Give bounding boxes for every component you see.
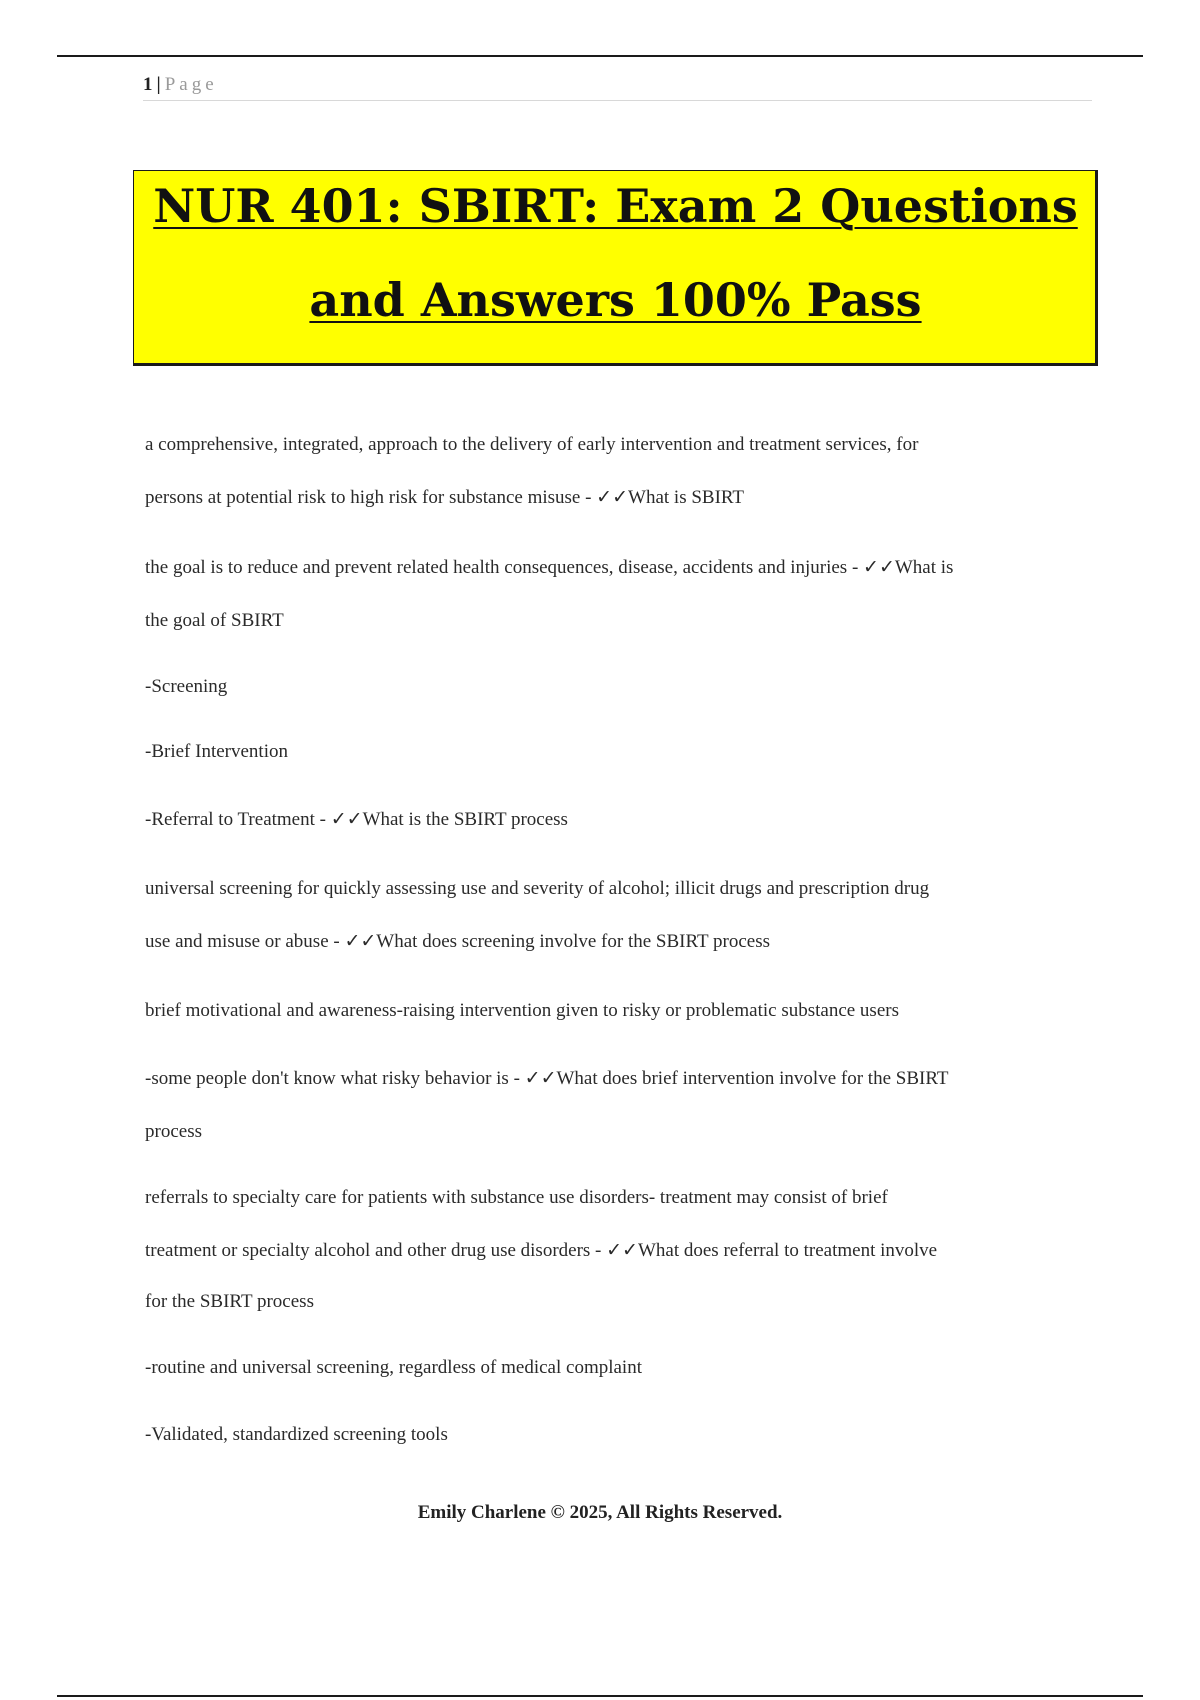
body-line-4: the goal of SBIRT [145, 610, 284, 631]
body-line-16: -routine and universal screening, regardless of medical complaint [145, 1357, 642, 1378]
copyright-footer: Emily Charlene © 2025, All Rights Reserved. [417, 1502, 783, 1523]
body-line-5: -Screening [145, 676, 228, 697]
body-line-17: -Validated, standardized screening tools [145, 1424, 448, 1445]
body-line-8: universal screening for quickly assessing use and severity of alcohol; illicit drugs and prescription drug [145, 878, 930, 899]
page-number: 1 [143, 74, 153, 95]
body-line-13: referrals to specialty care for patients with substance use disorders- treatment may consist of brief [145, 1187, 888, 1208]
body-line-6: -Brief Intervention [145, 741, 288, 762]
body-line-9: use and misuse or abuse - ✓✓What does screening involve for the SBIRT process [145, 931, 771, 952]
body-line-1: a comprehensive, integrated, approach to the delivery of early intervention and treatment services, for [145, 434, 919, 455]
page-header [143, 72, 1092, 101]
page-word: Page [164, 74, 218, 95]
body-line-7: -Referral to Treatment - ✓✓What is the SBIRT process [145, 809, 568, 830]
body-line-12: process [145, 1121, 202, 1142]
page-separator: | [156, 74, 161, 95]
body-line-3: the goal is to reduce and prevent related health consequences, disease, accidents and injuries - ✓✓What is [145, 557, 954, 578]
body-line-14: treatment or specialty alcohol and other drug use disorders - ✓✓What does referral to treatment involve [145, 1240, 938, 1261]
document-title-line-2: and Answers 100% Pass [309, 273, 922, 327]
body-line-15: for the SBIRT process [145, 1291, 314, 1312]
document-title-line-1: NUR 401: SBIRT: Exam 2 Questions [153, 179, 1078, 233]
top-rule [57, 55, 1143, 57]
body-line-11: -some people don't know what risky behavior is - ✓✓What does brief intervention involve for the SBIRT [145, 1068, 949, 1089]
body-line-10: brief motivational and awareness-raising intervention given to risky or problematic substance users [145, 1000, 899, 1021]
bottom-rule [57, 1695, 1143, 1697]
body-line-2: persons at potential risk to high risk for substance misuse - ✓✓What is SBIRT [145, 487, 745, 508]
